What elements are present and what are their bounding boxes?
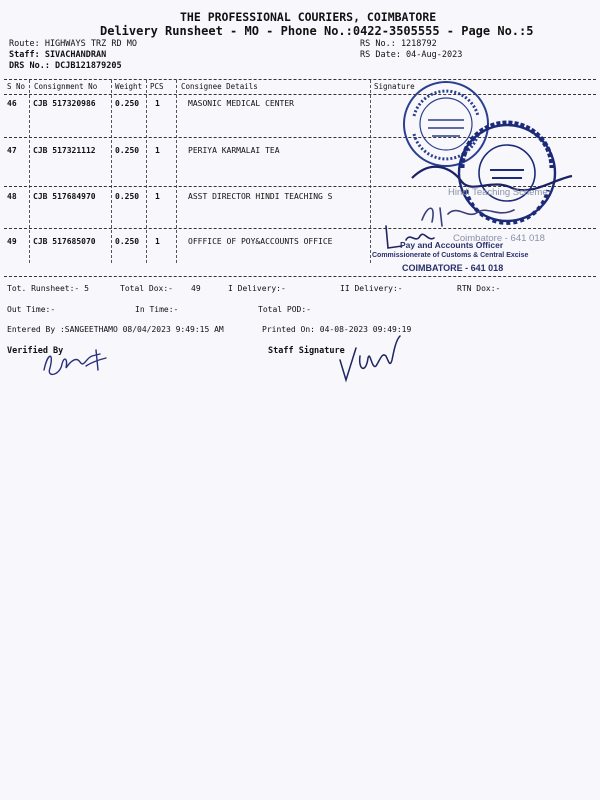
row-weight: 0.250	[115, 192, 140, 201]
row-sno: 49	[7, 237, 17, 246]
row-consignment: CJB 517321112	[33, 146, 96, 155]
row-weight: 0.250	[115, 237, 140, 246]
pao-stamp-line-2: Commissionerate of Customs & Central Excise	[372, 252, 529, 259]
row-consignee: PERIYA KARMALAI TEA	[188, 146, 280, 155]
route-label: Route: HIGHWAYS TRZ RD MO	[9, 39, 137, 49]
row-consignee: MASONIC MEDICAL CENTER	[188, 99, 294, 108]
col-consignment: Consignment No	[34, 82, 98, 91]
company-title: THE PROFESSIONAL COURIERS, COIMBATORE	[180, 10, 437, 24]
printed-on: Printed On: 04-08-2023 09:49:19	[262, 325, 412, 334]
row-consignee: OFFFICE OF POY&ACCOUNTS OFFICE	[188, 237, 333, 246]
tot-i-delivery: I Delivery:-	[228, 284, 286, 293]
total-pod: Total POD:-	[258, 305, 311, 314]
tot-rtn-dox: RTN Dox:-	[457, 284, 501, 293]
staff-label: Staff: SIVACHANDRAN	[9, 50, 107, 60]
runsheet-subtitle: Delivery Runsheet - MO - Phone No.:0422-3505555 - Page No.:5	[100, 24, 534, 38]
staff-signature-label: Staff Signature	[268, 346, 345, 356]
out-time: Out Time:-	[7, 305, 56, 314]
entered-by: Entered By :SANGEETHAMO 08/04/2023 9:49:15 AM	[7, 325, 224, 334]
row-consignment: CJB 517685070	[33, 237, 96, 246]
table-bottom-rule	[4, 276, 596, 277]
row-weight: 0.250	[115, 146, 140, 155]
table-top-rule	[4, 79, 596, 80]
row-consignment: CJB 517684970	[33, 192, 96, 201]
rs-number: RS No.: 1218792	[360, 39, 437, 49]
col-sno: S No	[7, 82, 26, 91]
col-consignee: Consignee Details	[181, 82, 258, 91]
row-consignment: CJB 517320986	[33, 99, 96, 108]
row-consignee: ASST DIRECTOR HINDI TEACHING S	[188, 192, 333, 201]
table-row	[0, 99, 600, 113]
verifier-signature	[40, 340, 120, 380]
row-sno: 48	[7, 192, 17, 201]
row-pcs: 1	[155, 146, 160, 155]
tot-runsheet: Tot. Runsheet:- 5	[7, 284, 89, 293]
row-pcs: 1	[155, 99, 160, 108]
pao-stamp-line-1: Pay and Accounts Officer	[400, 240, 504, 250]
tot-dox: Total Dox:-	[120, 284, 173, 293]
hindi-stamp-line-2: Coimbatore - 641 018	[453, 233, 545, 244]
staff-signature-scribble	[330, 330, 410, 390]
row-pcs: 1	[155, 192, 160, 201]
hindi-stamp-line-1: Hindi Teaching Scheme	[448, 187, 548, 198]
row-pcs: 1	[155, 237, 160, 246]
col-pcs: PCS	[150, 82, 164, 91]
col-weight: Weight	[115, 82, 143, 91]
tot-dox-value: 49	[191, 284, 201, 293]
totals-line	[0, 284, 600, 298]
rs-date: RS Date: 04-Aug-2023	[360, 50, 463, 60]
drs-number: DRS No.: DCJB121879205	[9, 61, 122, 71]
times-line	[0, 305, 600, 319]
row-weight: 0.250	[115, 99, 140, 108]
entered-line	[0, 325, 600, 339]
row-sno: 46	[7, 99, 17, 108]
tot-ii-delivery: II Delivery:-	[340, 284, 403, 293]
row-sno: 47	[7, 146, 17, 155]
pao-stamp-line-3: COIMBATORE - 641 018	[402, 263, 504, 273]
verified-by-label: Verified By	[7, 346, 64, 356]
header-bottom-rule	[4, 94, 596, 95]
in-time: In Time:-	[135, 305, 179, 314]
col-signature: Signature	[374, 82, 415, 91]
